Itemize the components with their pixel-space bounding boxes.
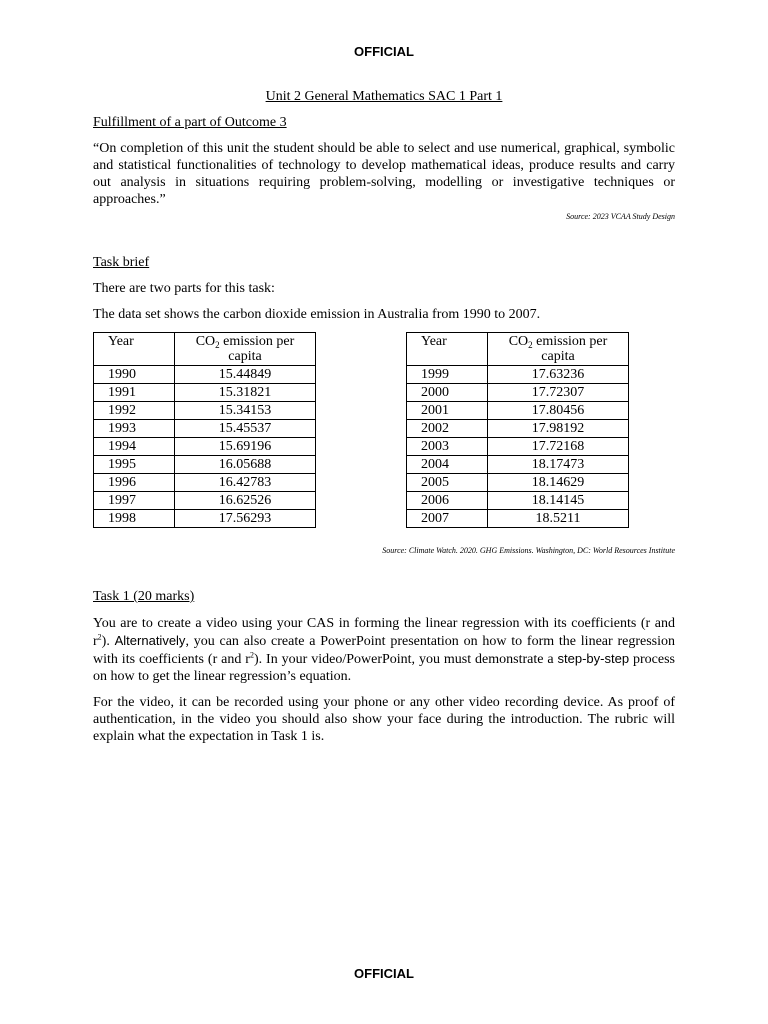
table-row	[94, 474, 316, 492]
co2-value-cell: 15.31821	[175, 384, 316, 402]
co2-data-tables	[93, 332, 675, 528]
year-cell: 1998	[94, 510, 175, 528]
table-row	[94, 420, 316, 438]
co2-table-right	[406, 332, 629, 528]
co2-value-cell: 16.05688	[175, 456, 316, 474]
task1-text: You are to create a video using your CAS in forming the linear regression with its coefficients (r and r	[93, 616, 675, 649]
table-row	[407, 438, 629, 456]
year-cell: 1995	[94, 456, 175, 474]
alternatively-text: Alternatively	[114, 633, 186, 648]
task-brief-intro: There are two parts for this task:	[93, 281, 275, 296]
year-cell: 2004	[407, 456, 488, 474]
dataset-description: The data set shows the carbon dioxide emission in Australia from 1990 to 2007.	[93, 307, 541, 322]
year-header: Year	[94, 333, 175, 366]
task1-text: ). In your video/PowerPoint, you must demonstrate a	[253, 652, 558, 667]
task1-paragraph-2: For the video, it can be recorded using your phone or any other video recording device. As proof of authentication, in the video you should also show your face during the introduction. The rubric will explain what the expectation in Task 1 is.	[93, 695, 675, 744]
year-cell: 1999	[407, 366, 488, 384]
co2-header-subscript: 2	[528, 340, 533, 350]
co2-header-suffix: emission per capita	[532, 334, 608, 364]
table-row	[407, 402, 629, 420]
co2-header-suffix: emission per capita	[219, 334, 295, 364]
co2-header	[175, 333, 316, 366]
co2-value-cell: 18.5211	[488, 510, 629, 528]
co2-value-cell: 16.42783	[175, 474, 316, 492]
co2-value-cell: 16.62526	[175, 492, 316, 510]
year-cell: 1993	[94, 420, 175, 438]
co2-header-subscript: 2	[215, 340, 220, 350]
co2-value-cell: 17.63236	[488, 366, 629, 384]
task-brief-heading: Task brief	[93, 255, 150, 270]
co2-value-cell: 17.72307	[488, 384, 629, 402]
year-cell: 2003	[407, 438, 488, 456]
task1-text: process on how to get the linear regression’s equation.	[93, 652, 675, 684]
co2-value-cell: 15.45537	[175, 420, 316, 438]
quote-source: Source: 2023 VCAA Study Design	[566, 212, 675, 221]
year-cell: 1996	[94, 474, 175, 492]
co2-header-prefix: CO	[195, 334, 216, 349]
table-row	[407, 492, 629, 510]
outcome-subheading: Fulfillment of a part of Outcome 3	[93, 115, 287, 130]
year-header: Year	[407, 333, 488, 366]
study-design-quote: “On completion of this unit the student should be able to select and use numerical, graphical, symbolic and statistical functionalities of technology to develop mathematical ideas, produce results and carry out analysis in situations requiring problem-solving, modelling or investigative techniques or approaches.”	[93, 141, 675, 207]
year-cell: 2006	[407, 492, 488, 510]
table-header-row	[94, 333, 316, 366]
co2-table-right-body	[407, 366, 629, 528]
year-cell: 2001	[407, 402, 488, 420]
table-row	[407, 510, 629, 528]
co2-table-left-body	[94, 366, 316, 528]
table-row	[407, 384, 629, 402]
co2-value-cell: 18.14629	[488, 474, 629, 492]
table-row	[94, 438, 316, 456]
table-row	[94, 510, 316, 528]
year-cell: 2005	[407, 474, 488, 492]
year-cell: 2002	[407, 420, 488, 438]
co2-value-cell: 15.44849	[175, 366, 316, 384]
task1-heading-text: Task 1 (20 marks)	[93, 589, 195, 604]
co2-value-cell: 17.80456	[488, 402, 629, 420]
task1-text: , you can also create a PowerPoint presentation on how to form the linear regression with its coefficients (r and r	[93, 634, 675, 667]
co2-value-cell: 17.56293	[175, 510, 316, 528]
year-cell: 1991	[94, 384, 175, 402]
co2-value-cell: 15.34153	[175, 402, 316, 420]
co2-header-prefix: CO	[508, 334, 529, 349]
official-classification-header: OFFICIAL	[354, 44, 414, 59]
official-classification-footer: OFFICIAL	[354, 966, 414, 981]
task1-heading	[93, 588, 675, 605]
table-row	[94, 384, 316, 402]
co2-value-cell: 18.17473	[488, 456, 629, 474]
table-row	[94, 402, 316, 420]
data-source: Source: Climate Watch. 2020. GHG Emissions. Washington, DC: World Resources Institute	[382, 546, 675, 555]
year-cell: 1997	[94, 492, 175, 510]
document-title: Unit 2 General Mathematics SAC 1 Part 1	[265, 89, 503, 104]
year-cell: 1994	[94, 438, 175, 456]
table-row	[407, 366, 629, 384]
year-cell: 1990	[94, 366, 175, 384]
table-row	[94, 456, 316, 474]
superscript: 2	[97, 632, 102, 642]
table-row	[407, 474, 629, 492]
co2-table-left	[93, 332, 316, 528]
co2-value-cell: 18.14145	[488, 492, 629, 510]
co2-header	[488, 333, 629, 366]
step-by-step-text: step-by-step	[557, 651, 630, 666]
co2-value-cell: 17.98192	[488, 420, 629, 438]
superscript: 2	[249, 650, 254, 660]
year-cell: 2007	[407, 510, 488, 528]
task1-text: ).	[101, 634, 115, 649]
table-row	[407, 420, 629, 438]
co2-value-cell: 15.69196	[175, 438, 316, 456]
year-cell: 2000	[407, 384, 488, 402]
table-row	[407, 456, 629, 474]
table-row	[94, 366, 316, 384]
task1-paragraph-1	[93, 615, 675, 685]
document-body	[93, 88, 675, 754]
co2-value-cell: 17.72168	[488, 438, 629, 456]
year-cell: 1992	[94, 402, 175, 420]
table-row	[94, 492, 316, 510]
table-header-row	[407, 333, 629, 366]
